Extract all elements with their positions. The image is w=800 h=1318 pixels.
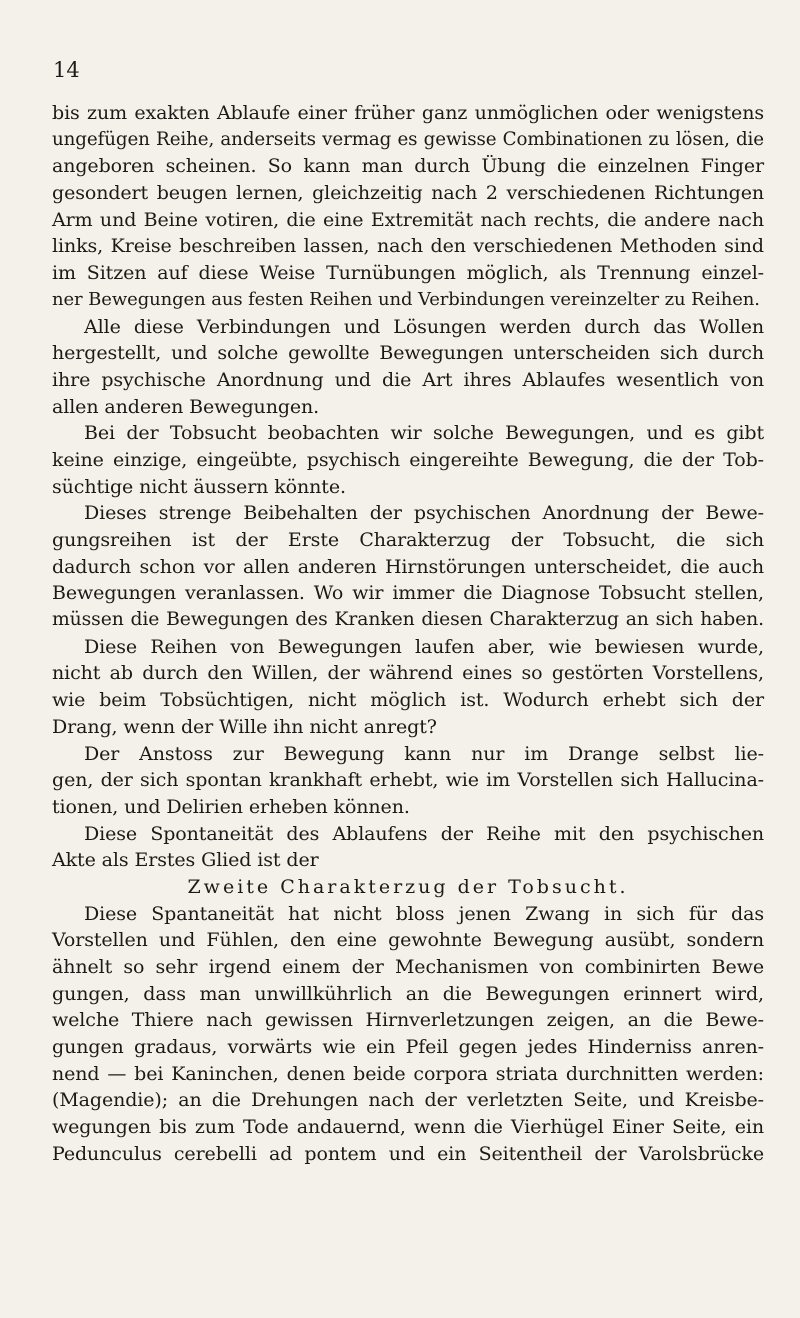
text-line: Der Anstoss zur Bewegung kann nur im Drange selbst lie- xyxy=(84,742,764,765)
text-line: dadurch schon vor allen anderen Hirnstörungen unterscheidet, die auch xyxy=(52,555,764,578)
text-line: gungen gradaus, vorwärts wie ein Pfeil gegen jedes Hinderniss anren- xyxy=(52,1036,764,1059)
text-line: Diese Spontaneität des Ablaufens der Reihe mit den psychischen xyxy=(84,822,764,845)
text-line: ihre psychische Anordnung und die Art ihres Ablaufes wesentlich von xyxy=(52,368,764,391)
text-line: bis zum exakten Ablaufe einer früher ganz unmöglichen oder wenigstens xyxy=(52,102,764,124)
page-number: 14 xyxy=(53,58,80,82)
text-line: Bei der Tobsucht beobachten wir solche Bewegungen, und es gibt xyxy=(84,422,764,445)
text-line: ähnelt so sehr irgend einem der Mechanismen von combinirten Bewe xyxy=(52,956,764,978)
text-line: keine einzige, eingeübte, psychisch eingereihte Bewegung, die der Tob- xyxy=(52,448,764,471)
text-line: Bewegungen veranlassen. Wo wir immer die Diagnose Tobsucht stellen, xyxy=(52,582,764,605)
text-line: süchtige nicht äussern könnte. xyxy=(52,475,346,498)
text-line: links, Kreise beschreiben lassen, nach den verschiedenen Methoden sind xyxy=(52,235,764,258)
text-line: tionen, und Delirien erheben können. xyxy=(52,795,410,818)
text-line: gungen, dass man unwillkührlich an die Bewegungen erinnert wird, xyxy=(52,982,764,1005)
text-line: Alle diese Verbindungen und Lösungen werden durch das Wollen xyxy=(84,315,764,338)
text-line: wie beim Tobsüchtigen, nicht möglich ist. Wodurch erhebt sich der xyxy=(52,689,764,712)
text-line: Dieses strenge Beibehalten der psychischen Anordnung der Bewe- xyxy=(84,502,764,525)
text-line: gesondert beugen lernen, gleichzeitig nach 2 verschiedenen Richtungen xyxy=(52,182,764,205)
text-line: hergestellt, und solche gewollte Bewegungen unterscheiden sich durch xyxy=(52,342,764,365)
section-heading: Zweite Charakterzug der Tobsucht. xyxy=(187,875,629,898)
text-line: ner Bewegungen aus festen Reihen und Verbindungen vereinzelter zu Reihen. xyxy=(52,288,760,310)
text-line: Diese Reihen von Bewegungen laufen aber, wie bewiesen wurde, xyxy=(84,635,764,658)
text-line: Diese Spantaneität hat nicht bloss jenen Zwang in sich für das xyxy=(84,902,764,925)
text-line: nend — bei Kaninchen, denen beide corpora striata durchnitten werden: xyxy=(52,1062,764,1085)
text-line: Vorstellen und Fühlen, den eine gewohnte Bewegung ausübt, sondern xyxy=(52,929,764,952)
text-line: angeboren scheinen. So kann man durch Übung die einzelnen Finger xyxy=(52,155,764,178)
text-line: ungefügen Reihe, anderseits vermag es gewisse Combinationen zu lösen, die xyxy=(52,128,764,150)
text-line: Akte als Erstes Glied ist der xyxy=(52,849,319,872)
text-line: (Magendie); an die Drehungen nach der verletzten Seite, und Kreisbe- xyxy=(52,1089,764,1112)
text-line: müssen die Bewegungen des Kranken diesen Charakterzug an sich haben. xyxy=(52,609,764,631)
text-line: Pedunculus cerebelli ad pontem und ein Seitentheil der Varolsbrücke xyxy=(52,1142,764,1165)
text-line: Drang, wenn der Wille ihn nicht anregt? xyxy=(52,715,437,738)
text-line: im Sitzen auf diese Weise Turnübungen möglich, als Trennung einzel- xyxy=(52,262,764,285)
text-line: nicht ab durch den Willen, der während eines so gestörten Vorstellens, xyxy=(52,662,764,685)
text-line: welche Thiere nach gewissen Hirnverletzungen zeigen, an die Bewe- xyxy=(52,1009,764,1032)
body-text xyxy=(52,100,764,1168)
text-line: gungsreihen ist der Erste Charakterzug der Tobsucht, die sich xyxy=(52,529,764,551)
text-line: Arm und Beine votiren, die eine Extremität nach rechts, die andere nach xyxy=(52,208,764,231)
text-line: wegungen bis zum Tode andauernd, wenn die Vierhügel Einer Seite, ein xyxy=(52,1116,764,1139)
text-line: allen anderen Bewegungen. xyxy=(52,395,320,418)
text-line: gen, der sich spontan krankhaft erhebt, wie im Vorstellen sich Hallucina- xyxy=(52,769,764,792)
